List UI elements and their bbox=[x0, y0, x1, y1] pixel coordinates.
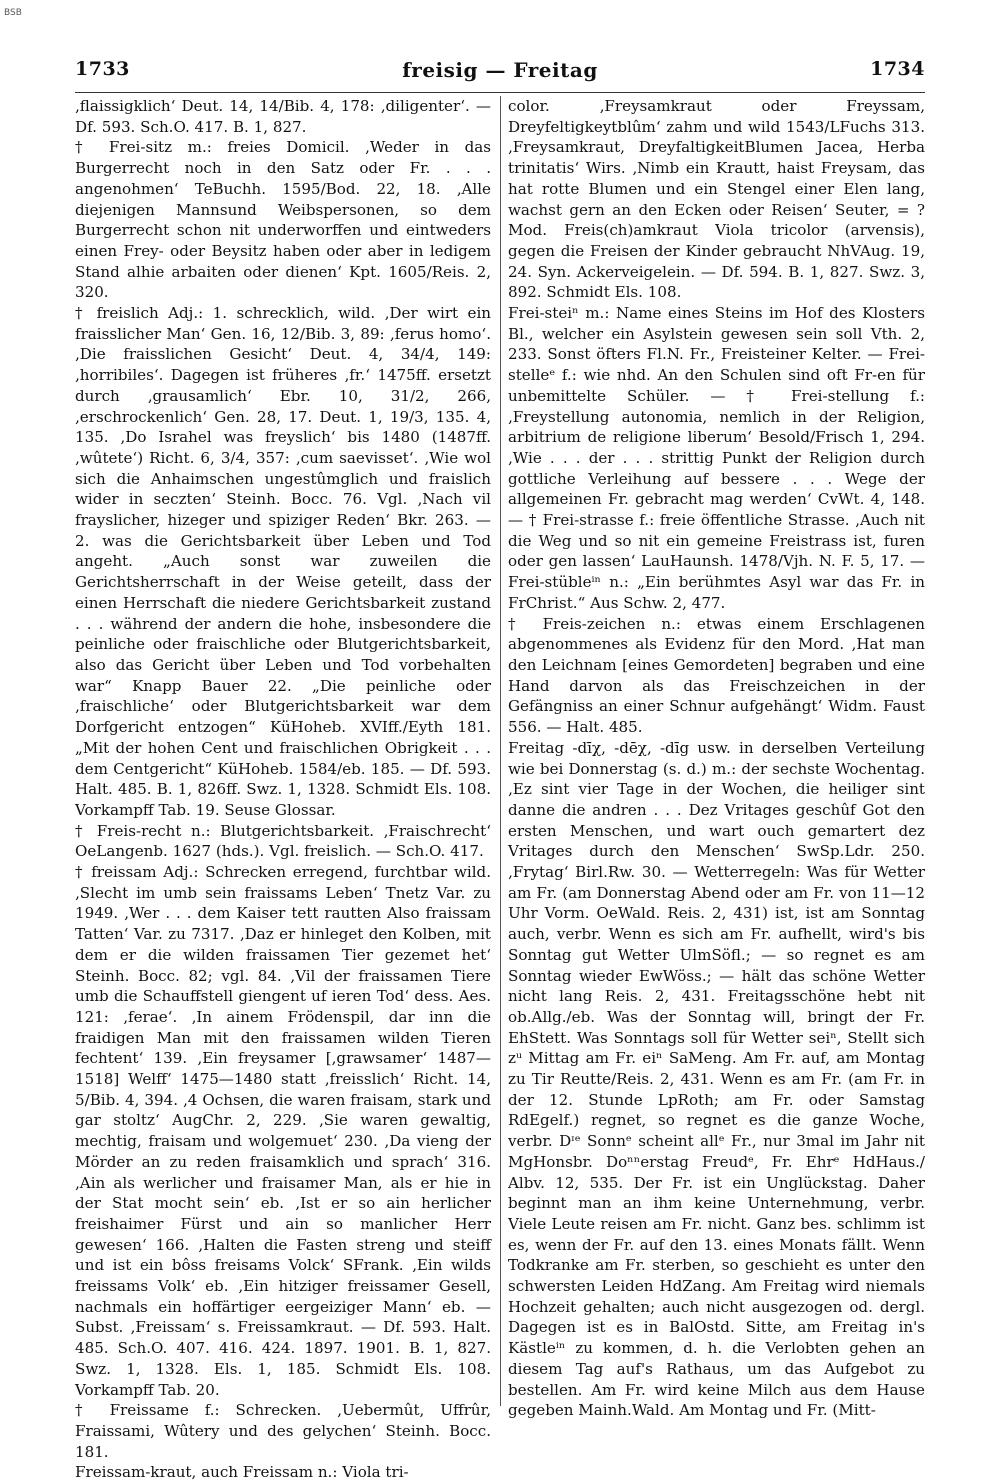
entry-paragraph: ‚flaissigklich‘ Deut. 14, 14/Bib. 4, 178: ‚diligenter‘. — Df. 593. Sch.O. 417. B. 1, 827. bbox=[75, 97, 491, 136]
entry-freis-recht: † Freis-recht n.: Blutgerichtsbarkeit. ‚Fraischrecht‘ OeLangenb. 1627 (hds.). Vgl. freislich. — Sch.O. 417. bbox=[75, 821, 491, 861]
running-title: freisig — Freitag bbox=[402, 58, 598, 82]
entry-freissame: † Freissame f.: Schrecken. ‚Uebermût, Uffrûr, Fraissami, Wûtery und des gelychen‘ Steinh. Bocc. 181. bbox=[75, 1401, 491, 1461]
library-stamp: BSB bbox=[4, 8, 22, 18]
entry-freis-zeichen: † Freis-zeichen n.: etwas einem Erschlagenen abgenommenes als Evidenz für den Mord. ‚Hat man den Leichnam [eines Gemordeten] begraben und eine Hand darvon als das Freischzeichen in der Gefängniss an einer Schnur aufgehängt‘ Widm. Faust 556. — Halt. 485. bbox=[508, 614, 925, 737]
entry-freislich: † freislich Adj.: 1. schrecklich, wild. ‚Der wirt ein fraisslicher Man‘ Gen. 16, 12/Bib. 3, 89: ‚ferus homo‘. ‚Die fraisslichen Gesicht‘ Deut. 4, 34/4, 149: ‚horribiles‘. Dagegen ist früheres ‚fr.‘ 1475ff. ersetzt durch ‚grausamlich‘ Ebr. 10, 31/2, 266, ‚erschrockenlich‘ Gen. 28, 17. Deut. 1, 19/3, 135. 4, 135. ‚Do Israhel was freyslich‘ bis 1480 (1487ff. ‚wûtete‘) Richt. 6, 3/4, 357: ‚cum saevisset‘. ‚Wie wol sich die Anhaimschen ungestûmglich und fraislich wider in seczten‘ Steinh. Bocc. 76. Vgl. ‚Nach vil frayslicher, hizeger und spiziger Reden‘ Bkr. 263. — 2. was die Gerichtsbarkeit über Leben und Tod angeht. „Auch sonst war zuweilen die Gerichtsherrschaft in der Weise geteilt, dass der einen Herrschaft die niedere Gerichtsbarkeit zustand . . . während der andern die hohe, insbesondere die peinliche oder fraischliche oder Blutgerichtsbarkeit, also das Gericht über Leben und Tod vorbehalten war“ Knapp Bauer 22. „Die peinliche oder ‚fraischliche‘ oder Blutgerichtsbarkeit war dem Dorfgericht entzogen“ KüHoheb. XVIff./Eyth 181. „Mit der hohen Cent und fraischlichen Obrigkeit . . . dem Centgericht“ KüHoheb. 1584/eb. 185. — Df. 593. Halt. 485. B. 1, 826ff. Swz. 1, 1328. Schmidt Els. 108. Vorkampff Tab. 19. Seuse Glossar. bbox=[75, 304, 491, 819]
page-number-left: 1733 bbox=[75, 58, 130, 80]
page-header bbox=[75, 48, 925, 82]
entry-paragraph: color. ‚Freysamkraut oder Freyssam, Dreyfeltigkeytblûm‘ zahm und wild 1543/LFuchs 313. ‚Freysamkraut, DreyfaltigkeitBlumen Jacea, Herba trinitatis‘ Wirs. ‚Nimb ein Krautt, haist Freysam, das hat rotte Blumen und ein Stengel einer Elen lang, wachst gern an den Ecken oder Reisen‘ Seuter, = ? Mod. Freis(ch)amkraut Viola tricolor (arvensis), gegen die Freisen der Kinder gebraucht NhVAug. 19, 24. Syn. Ackerveigelein. — Df. 594. B. 1, 827. Swz. 3, 892. Schmidt Els. 108. bbox=[508, 97, 925, 302]
entry-frei-stein: Frei-steiⁿ m.: Name eines Steins im Hof des Klosters Bl., welcher ein Asylstein gewesen sein soll Vth. 2, 233. Sonst öfters Fl.N. Fr., Freisteiner Kelter. — Frei-stelleᵉ f.: wie nhd. An den Schulen sind oft Fr-en für unbemittelte Schüler. — † Frei-stellung f.: ‚Freystellung autonomia, nemlich in der Religion, arbitrium de religione liberum‘ Besold/Frisch 1, 294. ‚Wie . . . der . . . strittig Punkt der Religion durch gottliche Verleihung auf bessere . . . Wege der allgemeinen Fr. gebracht mag werden‘ CvWt. 4, 148. — † Frei-strasse f.: freie öffentliche Strasse. ‚Auch nit die Weg und so nit ein gemeine Freistrass ist, furen oder gen lassen‘ LauHaunsh. 1478/Vjh. N. F. 5, 17. — Frei-stübleⁱⁿ n.: „Ein berühmtes Asyl war das Fr. in FrChrist.“ Aus Schw. 2, 477. bbox=[508, 304, 925, 612]
left-column bbox=[75, 96, 491, 1482]
entry-freitag: Freitag -dīχ, -dēχ, -dīg usw. in derselben Verteilung wie bei Donnerstag (s. d.) m.: der sechste Wochentag. ‚Ez sint vier Tage in der Wochen, die heiliger sint danne die andren . . . Dez Vritages geschûf Got den ersten Menschen, und wart ouch gemartert dez Vritages durch den Menschen‘ SwSp.Ldr. 250. ‚Frytag‘ Birl.Rw. 30. — Wetterregeln: Was für Wetter am Fr. (am Donnerstag Abend oder am Fr. von 11—12 Uhr Vorm. OeWald. Reis. 2, 431) ist, ist am Sonntag auch, verbr. Wenn es sich am Fr. aufhellt, wird's bis Sonntag gut Wetter UlmSöfl.; — so regnet es am Sonntag wieder EwWöss.; — hält das schöne Wetter nicht lang Reis. 2, 431. Freitagsschöne hebt nit ob.Allg./eb. Was der Sonntag will, bringt der Fr. EhStett. Was Sonntags soll für Wetter seiⁿ, Stellt sich zᵘ Mittag am Fr. eiⁿ SaMeng. Am Fr. auf, am Montag zu Tir Reutte/Reis. 2, 431. Wenn es am Fr. (am Fr. in der 12. Stunde LpRoth; am Fr. oder Samstag RdEgelf.) regnet, so regnet es die ganze Woche, verbr. Dᶦᵉ Sonnᵉ scheint allᵉ Fr., nur 3mal im Jahr nit MgHonsbr. Doⁿⁿerstag Freudᵉ, Fr. Ehrᵉ HdHaus./ Albv. 12, 535. Der Fr. ist ein Unglückstag. Daher beginnt man an ihm keine Unternehmung, verbr. Viele Leute reisen am Fr. nicht. Ganz bes. schlimm ist es, wenn der Fr. auf den 13. eines Monats fällt. Wenn Todkranke am Fr. sterben, so geschieht es unter den schwersten Leiden HdZang. Am Freitag wird niemals Hochzeit gehalten; auch nicht ausgezogen od. dergl. Dagegen ist es in BalOstd. Sitte, am Freitag in's Kästleⁱⁿ zu kommen, d. h. die Verlobten gehen an diesem Tag auf's Rathaus, um das Aufgebot zu bestellen. Am Fr. wird keine Milch aus dem Hause gegeben Mainh.Wald. Am Montag und Fr. (Mitt- bbox=[508, 738, 925, 1420]
column-divider bbox=[500, 96, 501, 1406]
entry-freissam-kraut: Freissam-kraut, auch Freissam n.: Viola tri- bbox=[75, 1463, 409, 1482]
entry-freissam: † freissam Adj.: Schrecken erregend, furchtbar wild. ‚Slecht im umb sein fraissams Leben‘ Tnetz Var. zu 1949. ‚Wer . . . dem Kaiser tett rautten Also fraissam Tatten‘ Var. zu 7317. ‚Daz er hinleget den Kolben, mit dem er die wilden fraissamen Tier gezemet het‘ Steinh. Bocc. 82; vgl. 84. ‚Vil der fraissamen Tiere umb die Schauffstell giengent uf ieren Tod‘ dess. Aes. 121: ‚ferae‘. ‚In ainem Frödenspil, dar inn die fraidigen Man mit den fraissamen wilden Tieren fechtent‘ 139. ‚Ein freysamer [,grawsamer‘ 1487—1518] Welff‘ 1475—1480 statt ‚freisslich‘ Richt. 14, 5/Bib. 4, 394. ‚4 Ochsen, die waren fraisam, stark und gar stoltz‘ AugChr. 2, 229. ‚Sie waren gewaltig, mechtig, fraisam und wolgemuet‘ 230. ‚Da vieng der Mörder an zu reden fraisamklich und sprach‘ 316. ‚Ain als werlicher und fraisamer Man, als er hie in der Stat mocht sein‘ eb. ‚Ist er so ain herlicher freishaimer Fürst und ain so manlicher Herr gewesen‘ 166. ‚Halten die Fasten streng und steiff und ist ein bôss freisams Volck‘ SFrank. ‚Ein wilds freissams Volk‘ eb. ‚Ein hitziger freissamer Gesell, nachmals ein hoffärtiger eergeiziger Mann‘ eb. — Subst. ‚Freissam‘ s. Freissamkraut. — Df. 593. Halt. 485. Sch.O. 407. 416. 424. 1897. 1901. B. 1, 827. Swz. 1, 1328. Els. 1, 185. Schmidt Els. 108. Vorkampff Tab. 20. bbox=[75, 863, 491, 1399]
page-number-right: 1734 bbox=[870, 58, 925, 80]
right-column bbox=[508, 96, 925, 1420]
entry-frei-sitz: † Frei-sitz m.: freies Domicil. ‚Weder in das Burgerrecht noch in den Satz oder Fr. . . . angenohmen‘ TeBuchh. 1595/Bod. 22, 18. ‚Alle diejenigen Mannsund Weibspersonen, so dem Burgerrecht schon nit underworffen und eintweders einen Frey- oder Beysitz haben oder aber in ledigem Stand alhie arbaiten oder dienen‘ Kpt. 1605/Reis. 2, 320. bbox=[75, 138, 491, 302]
header-rule bbox=[75, 92, 925, 93]
